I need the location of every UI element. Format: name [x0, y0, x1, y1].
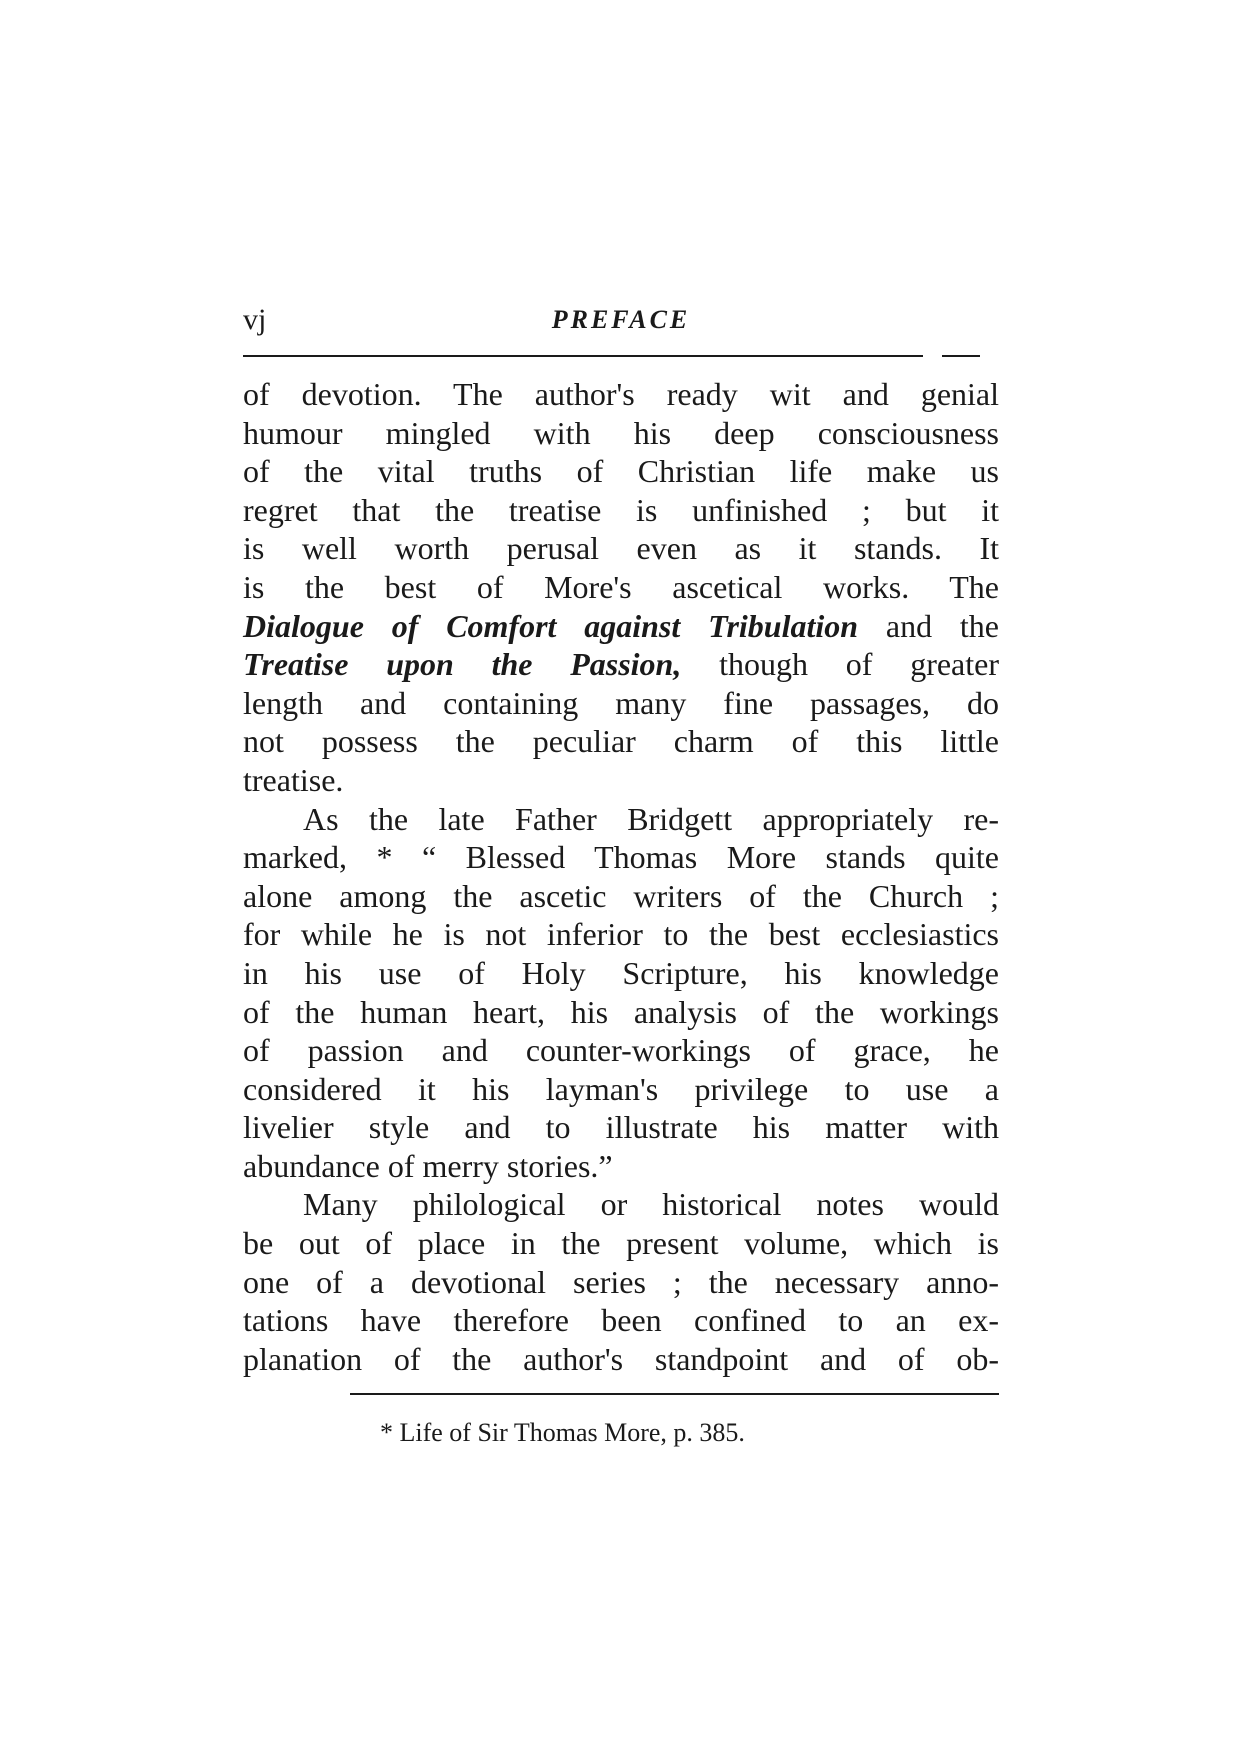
text-line: As the late Father Bridgett appropriately re- — [303, 800, 999, 837]
text-line: regret that the treatise is unfinished ; but it — [243, 491, 999, 528]
text-line: alone among the ascetic writers of the Church ; — [243, 877, 999, 914]
text-line — [243, 607, 999, 646]
text-line: planation of the author's standpoint and of ob- — [243, 1340, 999, 1377]
text-line: abundance of merry stories.” — [243, 1147, 613, 1184]
footnote: * Life of Sir Thomas More, p. 385. — [380, 1418, 745, 1447]
italic-title: Dialogue of Comfort against Tribulation — [243, 607, 859, 644]
footnote-rule — [350, 1393, 999, 1395]
paragraph-2 — [243, 800, 999, 1186]
text-line: of the vital truths of Christian life make us — [243, 453, 999, 490]
text-line — [243, 645, 999, 684]
text-line: humour mingled with his deep consciousness — [243, 414, 999, 451]
text-line: treatise. — [243, 761, 344, 798]
text-fragment: though of greater — [681, 646, 1000, 683]
text-fragment: and the — [858, 607, 999, 644]
text-line: not possess the peculiar charm of this little — [243, 723, 999, 760]
text-line: length and containing many fine passages, do — [243, 684, 999, 721]
text-line: of devotion. The author's ready wit and genial — [243, 376, 999, 412]
text-line: for while he is not inferior to the best ecclesiastics — [243, 916, 999, 953]
text-line: tations have therefore been confined to an ex- — [243, 1302, 999, 1339]
text-line: livelier style and to illustrate his matter with — [243, 1109, 999, 1146]
text-line: is the best of More's ascetical works. The — [243, 568, 999, 605]
body-text — [243, 375, 999, 1378]
text-line: of the human heart, his analysis of the workings — [243, 993, 999, 1030]
text-line: one of a devotional series ; the necessary anno- — [243, 1263, 999, 1300]
italic-title: Treatise upon the Passion, — [243, 646, 682, 683]
text-line: Many philological or historical notes would — [303, 1186, 999, 1223]
text-line: considered it his layman's privilege to use a — [243, 1070, 999, 1107]
text-line: of passion and counter-workings of grace, he — [243, 1032, 999, 1069]
text-line: be out of place in the present volume, which is — [243, 1225, 999, 1262]
text-line: in his use of Holy Scripture, his knowledge — [243, 954, 999, 991]
paragraph-3 — [243, 1185, 999, 1378]
paragraph-1 — [243, 375, 999, 800]
header-rule-tail — [942, 355, 980, 357]
text-line: is well worth perusal even as it stands. It — [243, 530, 999, 567]
header-rule — [243, 355, 923, 357]
running-head: PREFACE — [551, 305, 691, 334]
text-line: marked, * “ Blessed Thomas More stands quite — [243, 839, 999, 876]
page-number: vj — [243, 303, 267, 336]
page-header — [243, 300, 999, 340]
